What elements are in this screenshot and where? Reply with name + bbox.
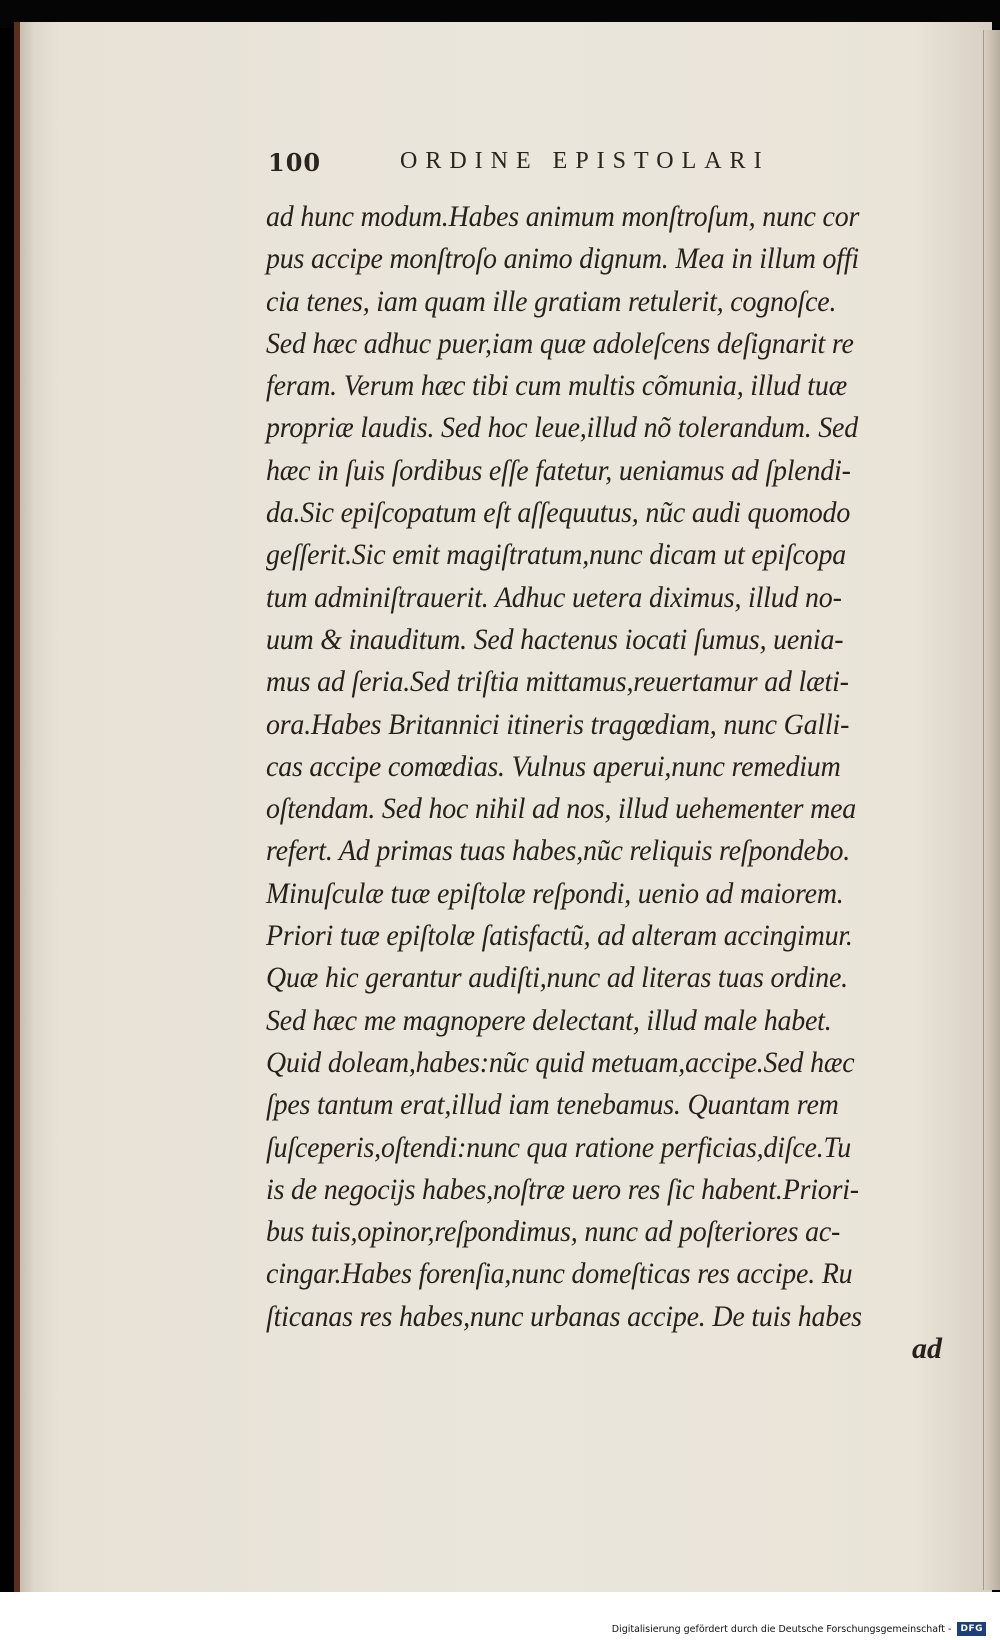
folio-number: 100 (268, 148, 322, 177)
text-line: cingar.Habes forenſia,nunc domeſticas res accipe. Ru (266, 1257, 853, 1291)
page-gutter-shadow (20, 22, 34, 1592)
text-line: geſſerit.Sic emit magiſtratum,nunc dicam ut epiſcopa (266, 538, 847, 572)
text-line: bus tuis,opinor,reſpondimus, nunc ad poſteriores ac- (266, 1215, 841, 1249)
text-line: Minuſculæ tuæ epiſtolæ reſpondi, uenio ad maiorem. (266, 876, 844, 910)
text-line: ad hunc modum.Habes animum monſtroſum, nunc cor (266, 200, 860, 233)
text-line: Quid doleam,habes:nũc quid metuam,accipe.Sed hæc (266, 1045, 855, 1079)
text-line: Quæ hic gerantur audiſti,nunc ad literas tuas ordine. (266, 961, 848, 995)
text-line: cas accipe comœdias. Vulnus aperui,nunc remedium (266, 749, 841, 783)
text-line: Sed hæc me magnopere delectant, illud male habet. (266, 1003, 832, 1037)
text-line: ora.Habes Britannici itineris tragœdiam, nunc Galli- (266, 707, 850, 741)
text-line: ſuſceperis,oſtendi:nunc qua ratione perficias,diſce.Tu (266, 1130, 852, 1164)
dfg-logo: DFG (957, 1622, 986, 1636)
text-line: refert. Ad primas tuas habes,nũc reliquis reſpondebo. (266, 834, 851, 868)
text-line: hæc in ſuis ſordibus eſſe fatetur, ueniamus ad ſplendi- (266, 453, 851, 487)
text-line: cia tenes, iam quam ille gratiam retulerit, cognoſce. (266, 284, 837, 318)
text-line: Sed hæc adhuc puer,iam quæ adoleſcens deſignarit re (266, 326, 854, 360)
credit-text: Digitalisierung gefördert durch die Deutsche Forschungsgemeinschaft - (611, 1623, 952, 1635)
running-head: ORDINE EPISTOLARI (400, 148, 770, 174)
catchword: ad (912, 1332, 942, 1365)
text-line: pus accipe monſtroſo animo dignum. Mea in illum offi (266, 242, 859, 276)
text-line: is de negocijs habes,noſtræ uero res ſic habent.Priori- (266, 1172, 859, 1206)
text-line: feram. Verum hæc tibi cum multis cõmunia, illud tuæ (266, 369, 848, 403)
text-line: Priori tuæ epiſtolæ ſatisfactũ, ad alteram accingimur. (266, 919, 853, 953)
digitization-credit (612, 1621, 986, 1637)
text-line: uum & inauditum. Sed hactenus iocati ſumus, uenia- (266, 622, 844, 656)
body-text (266, 196, 960, 1338)
page-header (268, 148, 848, 182)
text-line: oſtendam. Sed hoc nihil ad nos, illud uehementer mea (266, 792, 857, 826)
text-line: tum adminiſtrauerit. Adhuc uetera diximus, illud no- (266, 580, 842, 614)
page-fore-edge (983, 30, 1000, 1590)
text-line: ſpes tantum erat,illud iam tenebamus. Quantam rem (266, 1088, 839, 1122)
text-line: mus ad ſeria.Sed triſtia mittamus,reuertamur ad læti- (266, 665, 849, 699)
text-line: da.Sic epiſcopatum eſt aſſequutus, nũc audi quomodo (266, 496, 851, 530)
text-line: ſticanas res habes,nunc urbanas accipe. De tuis habes (266, 1299, 862, 1333)
text-line: propriæ laudis. Sed hoc leue,illud nõ tolerandum. Sed (266, 411, 859, 445)
